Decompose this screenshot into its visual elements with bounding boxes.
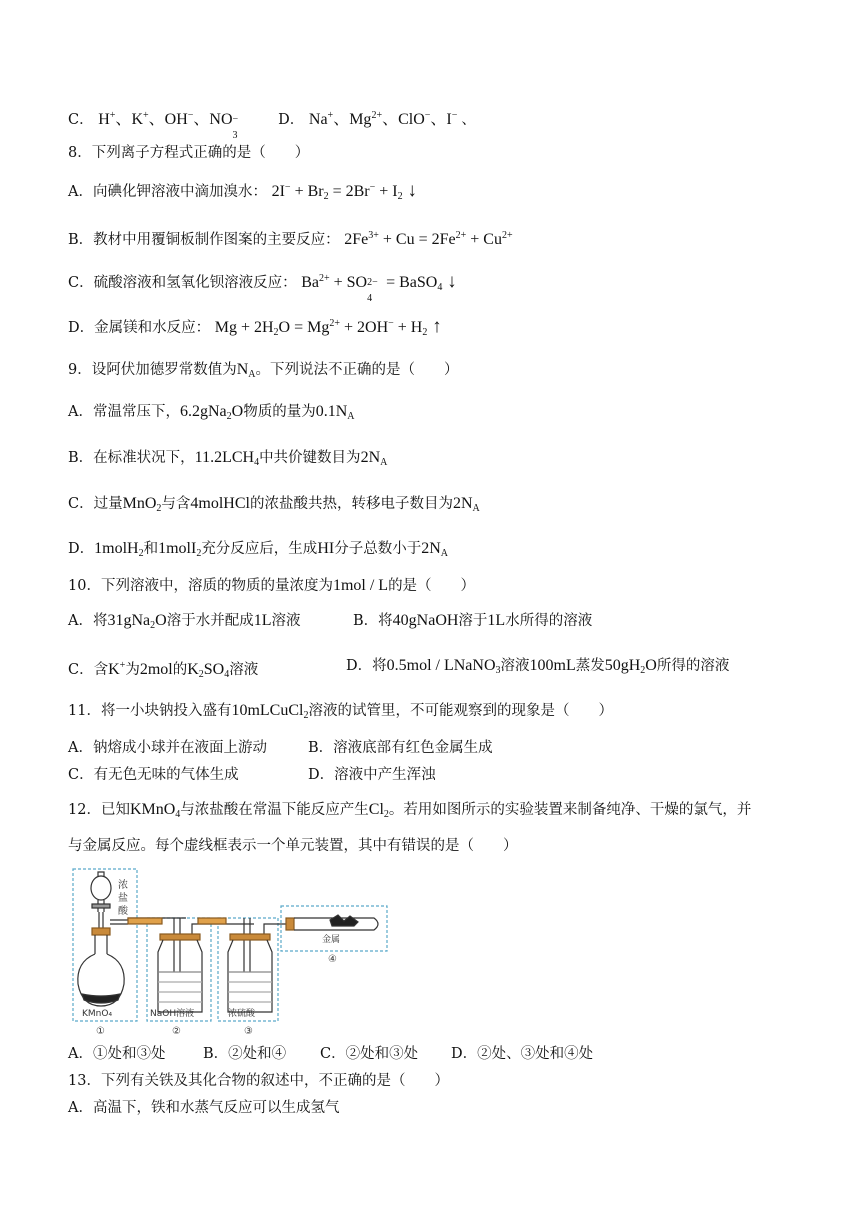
- eq-part: 2I: [271, 183, 285, 200]
- sep: 、: [430, 111, 447, 128]
- eq-sub: 2: [640, 665, 646, 676]
- sep: 、: [461, 112, 476, 128]
- eq-sub: 4: [437, 282, 443, 293]
- eq-sub: A: [347, 411, 355, 422]
- eq-part: 4molHCl: [190, 495, 250, 512]
- charge: 2+: [371, 110, 383, 121]
- q8-stem: 8．下列离子方程式正确的是（ ）: [68, 145, 310, 161]
- option-text: 溶液: [271, 613, 301, 629]
- eq-part: 2Fe: [344, 231, 369, 248]
- eq-part: + Br: [290, 183, 324, 200]
- unit-number-2: ②: [172, 1026, 181, 1037]
- option-text: 分子总数小于: [334, 541, 422, 557]
- q11-option-b: B．溶液底部有红色金属生成: [308, 740, 493, 756]
- eq-part: + H: [393, 319, 423, 336]
- unit-number-3: ③: [244, 1026, 253, 1037]
- eq-sub: 2: [273, 327, 279, 338]
- eq-part: 0.5mol / LNaNO: [386, 657, 496, 674]
- naoh-label: NaOH溶液: [150, 1009, 195, 1019]
- eq-part: 11.2LCH: [194, 449, 255, 466]
- eq-sub: A: [248, 369, 256, 380]
- stem-text: 溶液的试管里，不可能观察到的现象是（ ）: [308, 703, 613, 719]
- option-text: 与含: [161, 496, 191, 512]
- stem-text: 与浓盐酸在常温下能反应产生: [180, 802, 369, 818]
- unit-number-4: ④: [328, 954, 337, 965]
- sep: 、: [148, 111, 165, 128]
- q9-option-a: [68, 402, 355, 427]
- q12-option-d: D．②处、③处和④处: [451, 1046, 594, 1062]
- option-text: 的浓盐酸共热，转移电子数目为: [249, 496, 453, 512]
- eq-part: 0.1N: [315, 403, 348, 420]
- kmno4-label: KMnO₄: [82, 1009, 113, 1019]
- eq-sub: 2: [156, 503, 162, 514]
- eq-part: ↑: [427, 316, 442, 337]
- eq-sup: −: [369, 182, 376, 193]
- eq-part: = BaSO: [382, 274, 438, 291]
- eq-sup: 3+: [368, 230, 379, 241]
- stem-text: 9．设阿伏加德罗常数值为: [68, 362, 237, 378]
- eq-part: + SO: [329, 274, 368, 291]
- option-text: 溶液: [229, 662, 259, 678]
- option-text: B．在标准状况下，: [68, 450, 195, 466]
- eq-part: O = Mg: [278, 319, 330, 336]
- q7-optC-label: C．: [68, 112, 94, 128]
- q8-option-c: [68, 269, 457, 304]
- charge: −: [451, 110, 458, 121]
- acid-label-1: 浓: [118, 880, 128, 891]
- na-symbol: [237, 361, 256, 378]
- q10-stem: [68, 576, 475, 596]
- eq-part: Cl: [368, 801, 384, 818]
- option-text: A．将: [68, 613, 108, 629]
- eq-part: 1mol / L: [332, 577, 389, 594]
- eq-sub: 2: [383, 809, 389, 820]
- option-text: A．向碘化钾溶液中滴加溴水：: [68, 184, 267, 200]
- q9-option-b: [68, 448, 387, 473]
- sep: 、: [333, 111, 350, 128]
- option-text: B．将: [353, 613, 393, 629]
- option-text: 溶液: [500, 658, 530, 674]
- stem-text: 的是（ ）: [388, 578, 476, 594]
- stem-text: 12．已知: [68, 802, 130, 818]
- equation: [214, 316, 442, 338]
- q7-options-line: [68, 106, 476, 141]
- eq-sub: 2: [422, 327, 428, 338]
- sep: 、: [115, 111, 132, 128]
- eq-sup: +: [119, 660, 126, 671]
- eq-sub: 2: [196, 548, 202, 559]
- eq-sub: 2: [303, 710, 309, 721]
- acid-label-2: 盐: [118, 893, 128, 904]
- ion: I: [446, 111, 452, 128]
- eq-sub: 4: [367, 293, 373, 304]
- eq-part: K: [187, 661, 199, 678]
- sep: 、: [193, 111, 210, 128]
- eq-part: O: [645, 657, 657, 674]
- sep: 、: [382, 111, 399, 128]
- h2so4-label: 浓硫酸: [228, 1009, 256, 1019]
- unit-number-1: ①: [96, 1026, 105, 1037]
- eq-sub: 4: [224, 669, 230, 680]
- option-text: 中共价键数目为: [259, 450, 361, 466]
- option-text: B．教材中用覆铜板制作图案的主要反应：: [68, 232, 340, 248]
- option-text: 蒸发: [575, 658, 605, 674]
- eq-part: ↓: [442, 271, 457, 292]
- eq-sub: 2: [138, 548, 144, 559]
- q12-option-b: B．②处和④: [203, 1046, 287, 1062]
- option-text: 的: [172, 662, 188, 678]
- eq-sub: 2: [226, 411, 232, 422]
- stem-text: 。下列说法不正确的是（ ）: [255, 362, 459, 378]
- option-text: 物质的量为: [243, 404, 316, 420]
- eq-sup: 2−: [367, 277, 378, 288]
- eq-sup: 2+: [501, 230, 513, 241]
- q12-option-a: A．①处和③处: [68, 1046, 166, 1062]
- q11-option-d: D．溶液中产生浑浊: [308, 767, 436, 783]
- option-text: 溶于水并配成: [166, 613, 254, 629]
- ion: OH: [164, 111, 188, 128]
- option-text: 为: [125, 662, 140, 678]
- eq-part: 1L: [487, 612, 506, 629]
- apparatus-figure: [68, 866, 398, 1046]
- eq-sup: −: [388, 318, 394, 329]
- q8-option-a: [68, 178, 417, 207]
- q7-optD-formula: [309, 111, 462, 128]
- eq-part: 1L: [253, 612, 272, 629]
- stem-text: 。若用如图所示的实验装置来制备纯净、干燥的氯气，并: [388, 802, 752, 818]
- subscript: 3: [232, 130, 238, 141]
- eq-part: Mg + 2H: [214, 319, 274, 336]
- eq-part: 40gNaOH: [392, 612, 459, 629]
- charge: +: [327, 110, 334, 121]
- eq-sub: A: [440, 548, 448, 559]
- eq-sub: 4: [254, 457, 260, 468]
- eq-part: 2N: [421, 540, 441, 557]
- option-text: 水所得的溶液: [505, 613, 593, 629]
- q12-stem-line1: [68, 800, 751, 825]
- eq-part: + 2OH: [340, 319, 389, 336]
- eq-sub: 2: [397, 191, 403, 202]
- eq-part: O: [155, 612, 167, 629]
- eq-part: 2N: [452, 495, 473, 512]
- round-bottom-flask: [78, 928, 124, 1006]
- option-text: A．常温常压下，: [68, 404, 180, 420]
- q9-stem: [68, 360, 459, 385]
- q10-option-b: [353, 611, 592, 631]
- equation: [301, 271, 457, 304]
- eq-part: 10mLCuCl: [231, 702, 304, 719]
- eq-sub: 4: [175, 809, 181, 820]
- separatory-funnel: [91, 872, 111, 928]
- ion: NO: [209, 111, 233, 128]
- eq-part: 100mL: [529, 657, 576, 674]
- eq-sub: 2: [150, 620, 156, 631]
- q11-option-c: C．有无色无味的气体生成: [68, 767, 239, 783]
- q12-option-c: C．②处和③处: [320, 1046, 419, 1062]
- option-text: D．金属镁和水反应：: [68, 320, 211, 336]
- stem-text: 11．将一小块钠投入盛有: [68, 703, 232, 719]
- ion: H: [98, 111, 110, 128]
- eq-part: HI: [317, 540, 335, 557]
- equation: [344, 231, 512, 248]
- eq-sup: 2+: [329, 318, 340, 329]
- q11-stem: [68, 701, 613, 726]
- q11-option-a: A．钠熔成小球并在液面上游动: [68, 740, 267, 756]
- option-text: C．含: [68, 662, 109, 678]
- option-text: 所得的溶液: [656, 658, 730, 674]
- equation: [271, 180, 417, 202]
- eq-sub: 3: [495, 665, 501, 676]
- reaction-tube: [286, 915, 378, 930]
- eq-sub: A: [472, 503, 480, 514]
- eq-part: SO: [203, 661, 225, 678]
- eq-part: 31gNa: [107, 612, 151, 629]
- eq-sub: A: [380, 457, 388, 468]
- charge: +: [109, 110, 116, 121]
- charge: −: [232, 114, 239, 125]
- ion: K: [131, 111, 143, 128]
- eq-part: KMnO: [129, 801, 176, 818]
- q9-option-d: [68, 539, 448, 564]
- q10-option-c: [68, 656, 258, 685]
- q13-stem: 13．下列有关铁及其化合物的叙述中，不正确的是（ ）: [68, 1073, 449, 1089]
- eq-part: 2N: [360, 449, 381, 466]
- eq-sub: 2: [323, 191, 329, 202]
- eq-part: 1molH: [94, 540, 139, 557]
- eq-part: K: [108, 661, 120, 678]
- eq-part: + Cu: [466, 231, 502, 248]
- eq-part: 50gH: [604, 657, 641, 674]
- q7-optD-label: D．: [278, 112, 305, 128]
- option-text: 溶于: [458, 613, 488, 629]
- eq-sup: 2+: [455, 230, 467, 241]
- option-text: D．将: [346, 658, 387, 674]
- q13-option-a: A．高温下，铁和水蒸气反应可以生成氢气: [68, 1100, 340, 1116]
- q10-option-d: [346, 656, 729, 681]
- option-text: 充分反应后，生成: [201, 541, 318, 557]
- acid-label-3: 酸: [118, 906, 128, 917]
- eq-sup: 2+: [318, 273, 330, 284]
- charge: +: [143, 110, 149, 121]
- charge: −: [424, 110, 431, 121]
- q8-option-b: [68, 226, 513, 250]
- option-text: D．: [68, 541, 95, 557]
- eq-part: 2mol: [139, 661, 173, 678]
- eq-part: N: [236, 361, 249, 378]
- ion: Na: [308, 111, 328, 128]
- ion: ClO: [398, 111, 425, 128]
- eq-part: = 2Br: [328, 183, 370, 200]
- option-text: 和: [143, 541, 159, 557]
- eq-part: Ba: [301, 274, 319, 291]
- q10-option-a: [68, 611, 300, 636]
- q9-option-c: [68, 494, 480, 519]
- eq-part: O: [231, 403, 244, 420]
- option-text: C．硫酸溶液和氢氧化钡溶液反应：: [68, 275, 297, 291]
- eq-sup: −: [284, 182, 291, 193]
- charge: −: [187, 110, 194, 121]
- q7-optC-formula: [98, 110, 245, 141]
- eq-part: + Cu = 2Fe: [378, 231, 456, 248]
- option-text: C．过量: [68, 496, 123, 512]
- eq-part: ↓: [402, 180, 417, 201]
- eq-part: + I: [375, 183, 398, 200]
- metal-label: 金属: [322, 935, 341, 945]
- q12-stem-line2: 与金属反应。每个虚线框表示一个单元装置，其中有错误的是（ ）: [68, 838, 518, 854]
- eq-part: 6.2gNa: [179, 403, 227, 420]
- eq-sub: 2: [198, 669, 204, 680]
- eq-part: MnO: [122, 495, 157, 512]
- stem-text: 10．下列溶液中，溶质的物质的量浓度为: [68, 578, 333, 594]
- q8-option-d: [68, 314, 442, 343]
- eq-part: 1molI: [158, 540, 197, 557]
- ion: Mg: [349, 111, 372, 128]
